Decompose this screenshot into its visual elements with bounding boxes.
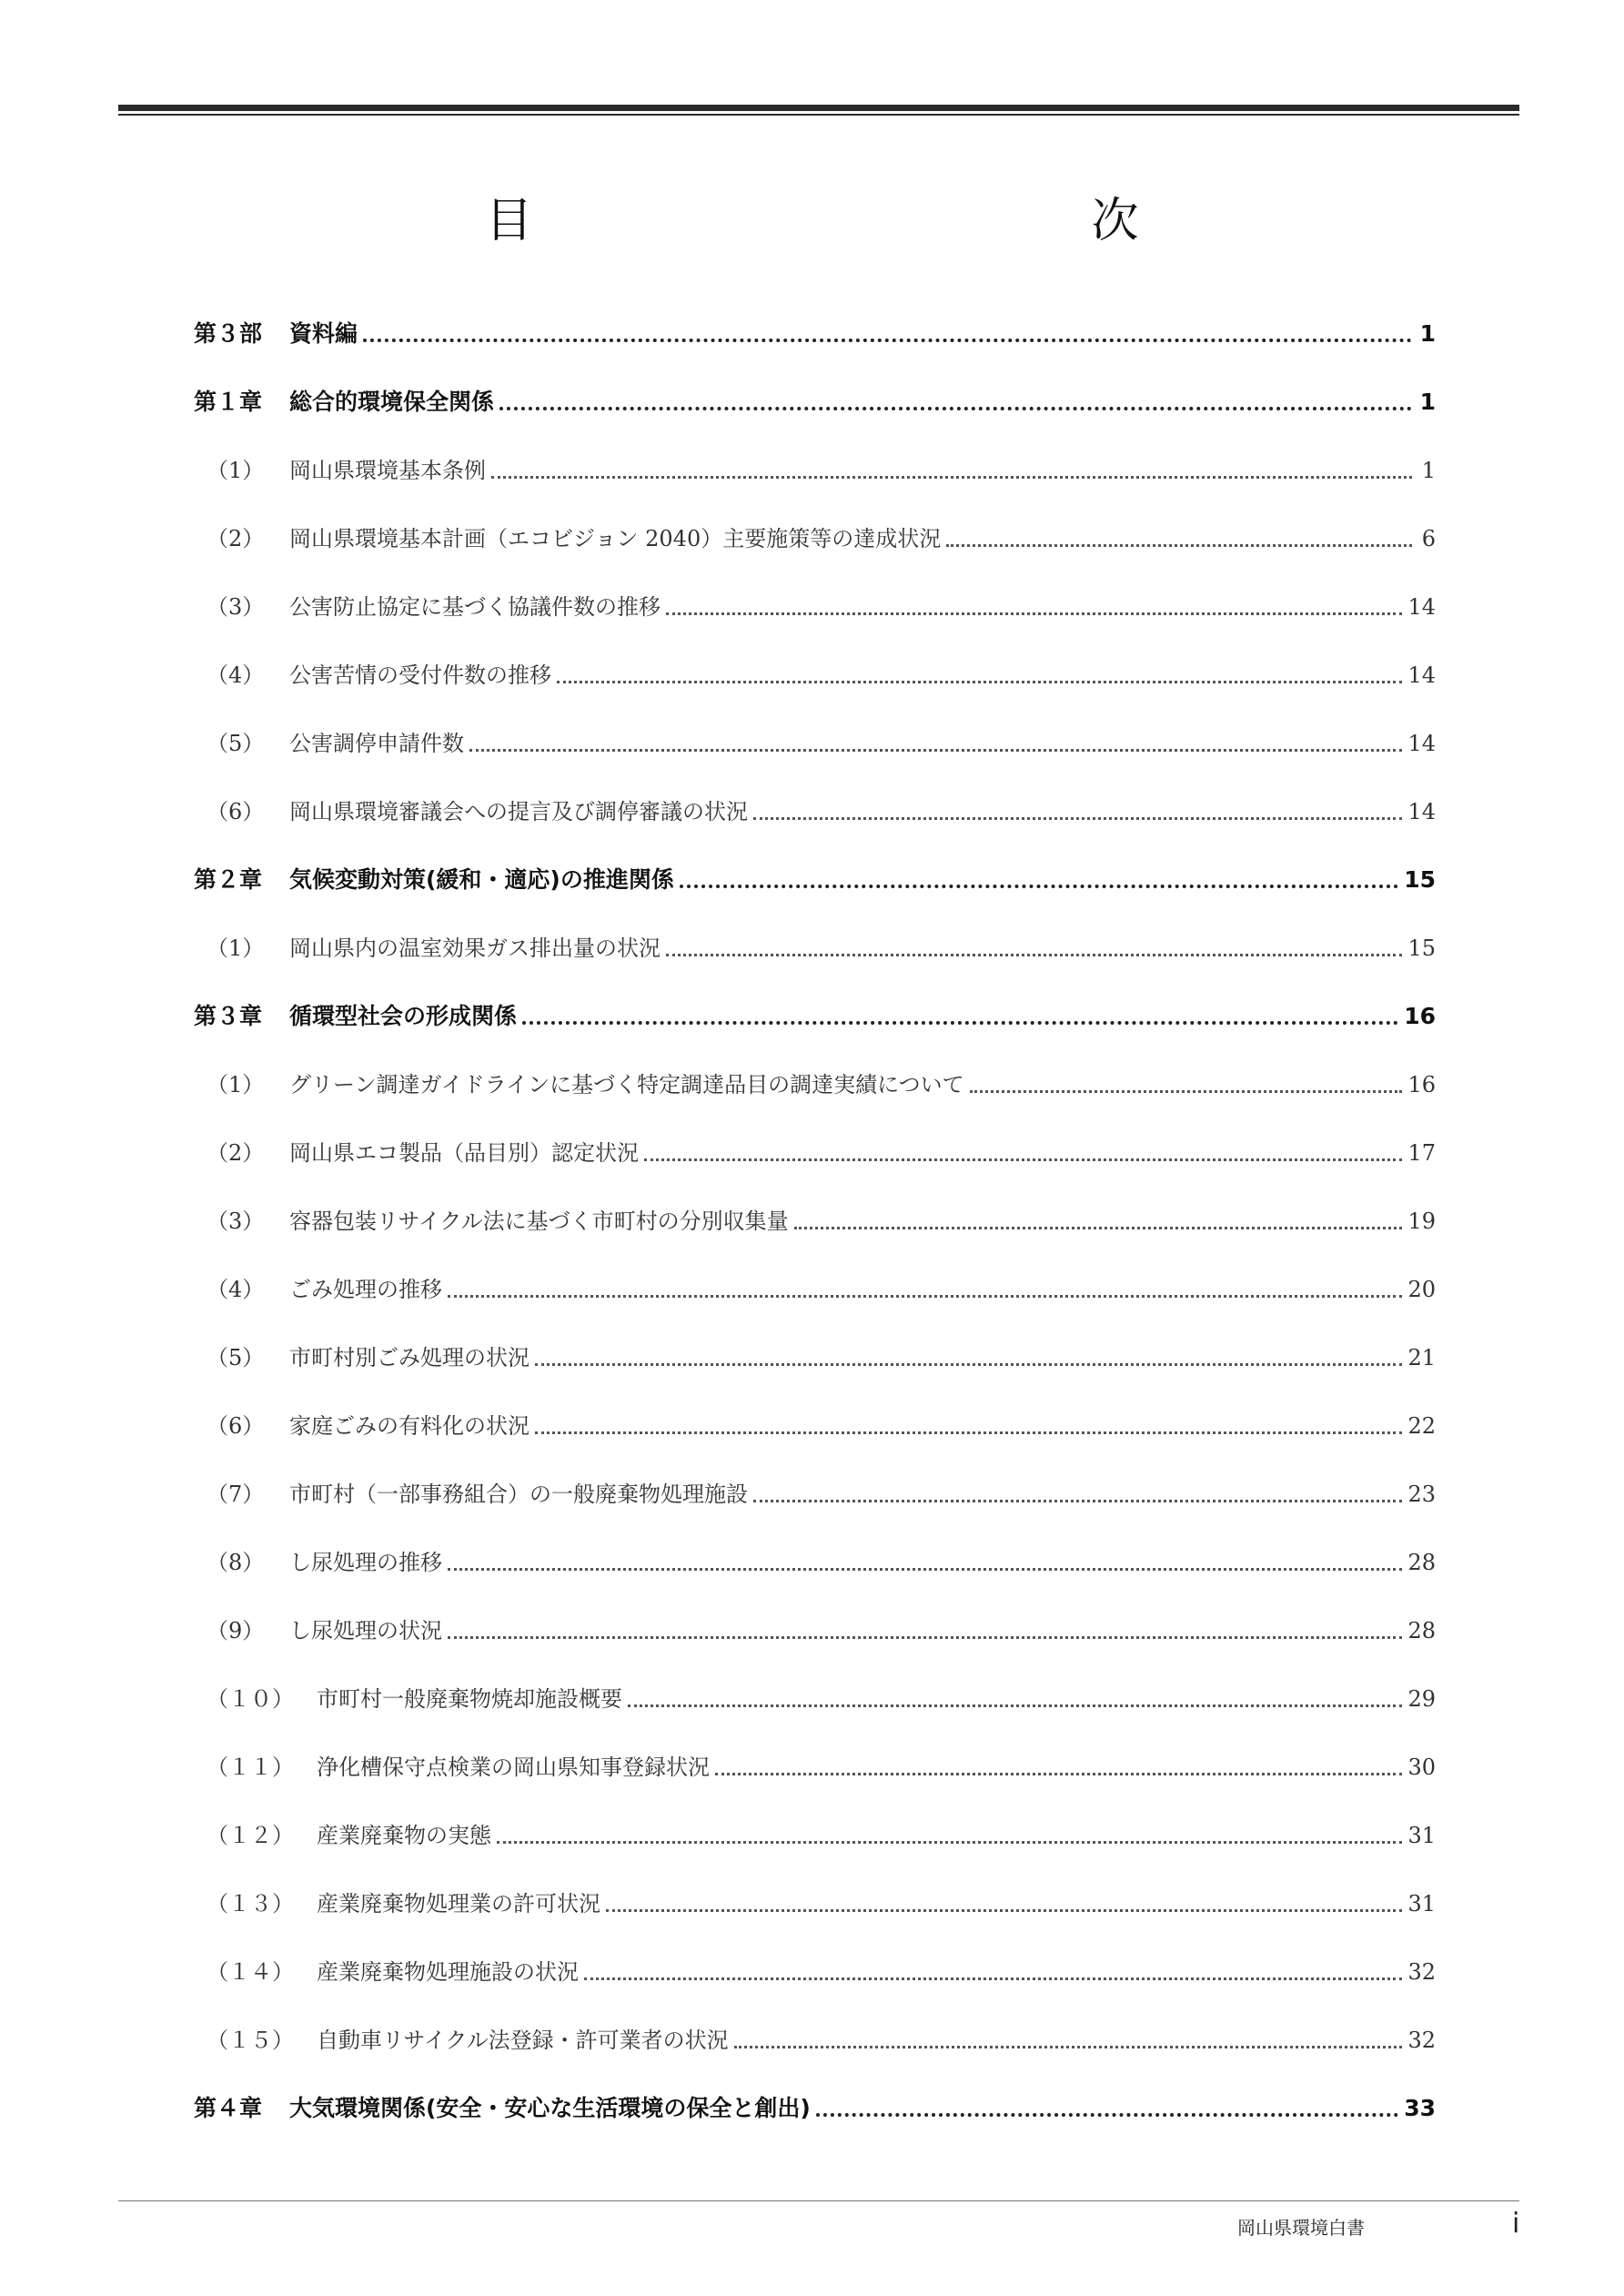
toc-entry-page: 16 xyxy=(1407,1072,1436,1097)
toc-entry-label: 循環型社会の形成関係 xyxy=(289,1003,518,1029)
toc-entry-label: 公害調停申請件数 xyxy=(289,731,464,756)
dot-leader xyxy=(491,476,1412,479)
toc-entry-page: 29 xyxy=(1407,1686,1436,1712)
toc-entry-label: 岡山県エコ製品（品目別）認定状況 xyxy=(289,1140,639,1166)
dot-leader xyxy=(816,2113,1398,2117)
toc-entry-number: （8） xyxy=(207,1550,265,1575)
toc-entry-label: ごみ処理の推移 xyxy=(289,1277,442,1302)
toc-item-entry[interactable] xyxy=(194,1729,1436,1797)
toc-entry-label: 総合的環境保全関係 xyxy=(289,389,495,415)
toc-entry-label: 産業廃棄物処理業の許可状況 xyxy=(317,1891,600,1917)
dot-leader xyxy=(448,1295,1402,1298)
toc-entry-number: （1） xyxy=(207,1072,265,1097)
toc-entry-number: （2） xyxy=(207,526,265,551)
toc-item-entry[interactable] xyxy=(194,569,1436,637)
footer-publication-title: 岡山県環境白書 xyxy=(1237,2217,1365,2239)
toc-entry-page: 31 xyxy=(1407,1891,1436,1917)
toc-entry-page: 15 xyxy=(1407,936,1436,961)
toc-entry-page: 20 xyxy=(1407,1277,1436,1302)
header-rule-thick xyxy=(118,105,1519,111)
toc-entry-number: （6） xyxy=(207,799,265,824)
dot-leader xyxy=(644,1158,1402,1161)
toc-entry-page: 23 xyxy=(1407,1482,1436,1507)
toc-entry-number: （１５） xyxy=(207,2028,294,2053)
toc-entry-page: 32 xyxy=(1407,2028,1436,2053)
dot-leader xyxy=(715,1773,1402,1775)
toc-item-entry[interactable] xyxy=(194,432,1436,501)
table-of-contents xyxy=(194,296,1436,2139)
toc-entry-page: 15 xyxy=(1404,866,1436,893)
toc-item-entry[interactable] xyxy=(194,1251,1436,1320)
dot-leader xyxy=(794,1227,1403,1229)
toc-entry-number: （6） xyxy=(207,1413,265,1439)
toc-chapter-entry[interactable] xyxy=(194,296,1436,364)
toc-entry-number: （2） xyxy=(207,1140,265,1166)
toc-entry-page: 28 xyxy=(1407,1550,1436,1575)
toc-entry-page: 30 xyxy=(1407,1755,1436,1780)
toc-entry-label: 市町村一般廃棄物焼却施設概要 xyxy=(317,1686,622,1712)
toc-entry-page: 14 xyxy=(1407,663,1436,688)
toc-entry-label: 大気環境関係(安全・安心な生活環境の保全と創出) xyxy=(289,2095,811,2121)
toc-item-entry[interactable] xyxy=(194,1593,1436,1661)
dot-leader xyxy=(584,1977,1402,1980)
toc-entry-number: （１１） xyxy=(207,1755,294,1780)
toc-item-entry[interactable] xyxy=(194,637,1436,705)
toc-entry-label: 産業廃棄物処理施設の状況 xyxy=(317,1959,579,1985)
toc-item-entry[interactable] xyxy=(194,774,1436,842)
toc-entry-page: 22 xyxy=(1407,1413,1436,1439)
toc-entry-number: 第３章 xyxy=(194,1003,263,1029)
dot-leader xyxy=(557,681,1402,683)
toc-entry-page: 6 xyxy=(1421,526,1436,551)
toc-entry-number: （3） xyxy=(207,594,265,620)
toc-entry-label: し尿処理の状況 xyxy=(289,1618,442,1644)
toc-entry-label: 岡山県環境基本計画（エコビジョン 2040）主要施策等の達成状況 xyxy=(289,526,942,551)
toc-entry-label: 気候変動対策(緩和・適応)の推進関係 xyxy=(289,866,674,893)
toc-entry-label: 家庭ごみの有料化の状況 xyxy=(289,1413,530,1439)
dot-leader xyxy=(753,817,1402,820)
toc-item-entry[interactable] xyxy=(194,1661,1436,1729)
toc-entry-number: 第３部 xyxy=(194,320,263,347)
dot-leader xyxy=(753,1500,1402,1502)
toc-entry-number: （1） xyxy=(207,458,265,483)
toc-entry-number: 第２章 xyxy=(194,866,263,893)
toc-entry-number: （4） xyxy=(207,1277,265,1302)
dot-leader xyxy=(666,612,1402,615)
toc-item-entry[interactable] xyxy=(194,1183,1436,1251)
toc-entry-page: 28 xyxy=(1407,1618,1436,1644)
dot-leader xyxy=(606,1909,1402,1912)
toc-entry-number: （9） xyxy=(207,1618,265,1644)
dot-leader xyxy=(970,1090,1403,1093)
toc-entry-number: （１４） xyxy=(207,1959,294,1985)
dot-leader xyxy=(734,2046,1403,2048)
dot-leader xyxy=(666,954,1402,956)
toc-entry-label: 岡山県環境基本条例 xyxy=(289,458,486,483)
dot-leader xyxy=(448,1568,1402,1571)
toc-entry-page: 14 xyxy=(1407,731,1436,756)
toc-item-entry[interactable] xyxy=(194,910,1436,978)
toc-item-entry[interactable] xyxy=(194,1047,1436,1115)
dot-leader xyxy=(680,885,1398,888)
header-rule-thin xyxy=(118,114,1519,116)
toc-chapter-entry[interactable] xyxy=(194,842,1436,910)
toc-entry-number: （１０） xyxy=(207,1686,294,1712)
toc-entry-number: （１２） xyxy=(207,1823,294,1848)
toc-entry-page: 16 xyxy=(1404,1003,1436,1029)
toc-item-entry[interactable] xyxy=(194,1456,1436,1524)
toc-entry-label: 公害苦情の受付件数の推移 xyxy=(289,663,551,688)
toc-entry-page: 1 xyxy=(1419,389,1436,415)
toc-item-entry[interactable] xyxy=(194,1934,1436,2002)
toc-entry-page: 1 xyxy=(1419,320,1436,347)
toc-entry-number: （7） xyxy=(207,1482,265,1507)
toc-item-entry[interactable] xyxy=(194,501,1436,569)
toc-item-entry[interactable] xyxy=(194,1524,1436,1593)
toc-entry-label: 岡山県環境審議会への提言及び調停審議の状況 xyxy=(289,799,748,824)
toc-item-entry[interactable] xyxy=(194,1320,1436,1388)
toc-entry-number: （3） xyxy=(207,1209,265,1234)
toc-item-entry[interactable] xyxy=(194,1115,1436,1183)
toc-chapter-entry[interactable] xyxy=(194,364,1436,432)
toc-entry-number: 第４章 xyxy=(194,2095,263,2121)
toc-entry-label: 資料編 xyxy=(289,320,358,347)
dot-leader xyxy=(946,544,1412,547)
toc-item-entry[interactable] xyxy=(194,705,1436,774)
toc-entry-page: 31 xyxy=(1407,1823,1436,1848)
toc-entry-label: 容器包装リサイクル法に基づく市町村の分別収集量 xyxy=(289,1209,789,1234)
dot-leader xyxy=(628,1704,1402,1707)
toc-entry-page: 32 xyxy=(1407,1959,1436,1985)
toc-entry-label: し尿処理の推移 xyxy=(289,1550,442,1575)
dot-leader xyxy=(448,1636,1402,1639)
toc-entry-page: 1 xyxy=(1421,458,1436,483)
toc-chapter-entry[interactable] xyxy=(194,978,1436,1047)
toc-entry-number: （１３） xyxy=(207,1891,294,1917)
toc-entry-label: 岡山県内の温室効果ガス排出量の状況 xyxy=(289,936,661,961)
toc-entry-label: 公害防止協定に基づく協議件数の推移 xyxy=(289,594,661,620)
toc-entry-label: 浄化槽保守点検業の岡山県知事登録状況 xyxy=(317,1755,710,1780)
toc-chapter-entry[interactable] xyxy=(194,2070,1436,2139)
toc-entry-label: グリーン調達ガイドラインに基づく特定調達品目の調達実績について xyxy=(289,1072,964,1097)
toc-entry-label: 市町村（一部事務組合）の一般廃棄物処理施設 xyxy=(289,1482,748,1507)
dot-leader xyxy=(535,1431,1402,1434)
dot-leader xyxy=(469,749,1402,752)
page-title: 目 次 xyxy=(485,194,1294,248)
toc-entry-label: 市町村別ごみ処理の状況 xyxy=(289,1345,530,1371)
toc-entry-label: 自動車リサイクル法登録・許可業者の状況 xyxy=(317,2028,729,2053)
toc-entry-page: 19 xyxy=(1407,1209,1436,1234)
toc-entry-label: 産業廃棄物の実態 xyxy=(317,1823,491,1848)
toc-item-entry[interactable] xyxy=(194,2002,1436,2070)
toc-entry-page: 14 xyxy=(1407,799,1436,824)
dot-leader xyxy=(497,1841,1402,1844)
footer-rule xyxy=(118,2200,1519,2201)
toc-item-entry[interactable] xyxy=(194,1797,1436,1866)
toc-entry-page: 14 xyxy=(1407,594,1436,620)
toc-entry-page: 33 xyxy=(1404,2095,1436,2121)
toc-entry-page: 21 xyxy=(1407,1345,1436,1371)
toc-item-entry[interactable] xyxy=(194,1388,1436,1456)
toc-entry-page: 17 xyxy=(1407,1140,1436,1166)
toc-entry-number: （1） xyxy=(207,936,265,961)
footer-page-number: i xyxy=(1512,2208,1520,2240)
toc-entry-number: （4） xyxy=(207,663,265,688)
toc-entry-number: （5） xyxy=(207,1345,265,1371)
dot-leader xyxy=(499,407,1412,410)
dot-leader xyxy=(535,1363,1402,1366)
dot-leader xyxy=(363,339,1412,342)
toc-entry-number: 第１章 xyxy=(194,389,263,415)
dot-leader xyxy=(522,1021,1398,1025)
toc-item-entry[interactable] xyxy=(194,1866,1436,1934)
toc-entry-number: （5） xyxy=(207,731,265,756)
